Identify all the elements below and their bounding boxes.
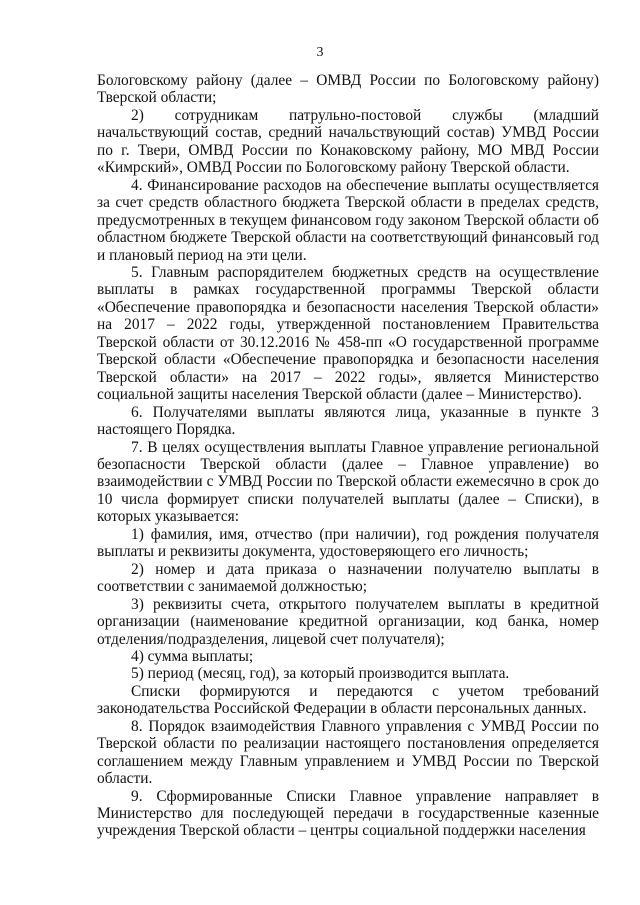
paragraph-7-lists: 7. В целях осуществления выплаты Главное управление региональной безопасности Тверской области (далее – Главное управление) во взаимодействии с УМВД России по Тверской области ежемесячно в срок до 10 числа формирует списки получателей выплаты (далее – Списки), в которых указывается: (97, 438, 599, 526)
paragraph-5-main-manager: 5. Главным распорядителем бюджетных средств на осуществление выплаты в рамках государственной программы Тверской области «Обеспечение правопорядка и безопасности населения Тверской области» на 2017 – 2022 годы, утвержденной постановлением Правительства Тверской области от 30.12.2016 № 458-пп «О государственной программе Тверской области «Обеспечение правопорядка и безопасности населения Тверской области» на 2017 – 2022 годы», является Министерство социальной защиты населения Тверской области (далее – Министерство). (97, 263, 599, 404)
paragraph-lists-formation: Списки формируются и передаются с учетом требований законодательства Российской Федерации в области персональных данных. (97, 682, 599, 718)
paragraph-9-transfer: 9. Сформированные Списки Главное управление направляет в Министерство для последующей передачи в государственные казенные учреждения Тверской области – центры социальной поддержки населения (97, 787, 599, 840)
paragraph-6-recipients: 6. Получателями выплаты являются лица, указанные в пункте 3 настоящего Порядка. (97, 403, 599, 439)
paragraph-4-financing: 4. Финансирование расходов на обеспечение выплаты осуществляется за счет средств областного бюджета Тверской области в пределах средств, предусмотренных в текущем финансовом году законом Тверской области об областном бюджете Тверской области на соответствующий финансовый год и плановый период на эти цели. (97, 176, 599, 264)
paragraph-item-2: 2) сотрудникам патрульно-постовой службы (младший начальствующий состав, средний начальствующий состав) УМВД России по г. Твери, ОМВД России по Конаковскому району, МО МВД России «Кимрский», ОМВД России по Бологовскому району Тверской области. (97, 106, 599, 177)
paragraph-7-item-2: 2) номер и дата приказа о назначении получателю выплаты в соответствии с занимаемой должностью; (97, 560, 599, 596)
paragraph-8-interaction: 8. Порядок взаимодействия Главного управления с УМВД России по Тверской области по реализации настоящего постановления определяется соглашением между Главным управлением и УМВД России по Тверской области. (97, 717, 599, 788)
page-number: 3 (316, 45, 324, 60)
paragraph-7-item-4: 4) сумма выплаты; (131, 647, 254, 665)
document-body (97, 72, 599, 840)
paragraph-7-item-1: 1) фамилия, имя, отчество (при наличии), год рождения получателя выплаты и реквизиты документа, удостоверяющего его личность; (97, 525, 599, 561)
paragraph-7-item-3: 3) реквизиты счета, открытого получателем выплаты в кредитной организации (наименование кредитной организации, код банка, номер отделения/подразделения, лицевой счет получателя); (97, 595, 599, 648)
paragraph-7-item-5: 5) период (месяц, год), за который производится выплата. (131, 665, 510, 683)
paragraph-continuation: Бологовскому району (далее – ОМВД России по Бологовскому району) Тверской области; (97, 72, 599, 107)
